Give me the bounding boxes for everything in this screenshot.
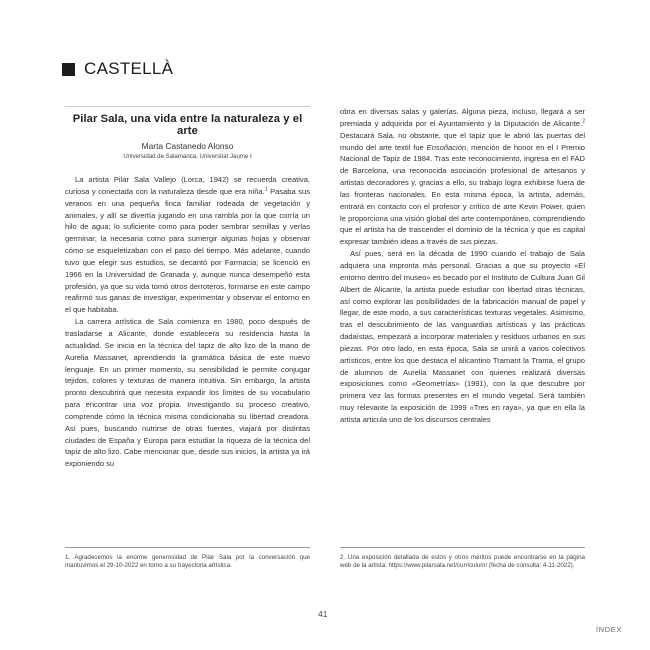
paragraph: La artista Pilar Sala Vallejo (Lorca, 1942) se recuerda creativa, curiosa y conectada con la naturaleza desde que era niña.$^1$ Pasaba sus veranos en una pequeña finca familiar rodeada de vegetación y animales, y allí se divertía jugando en una rambla por la que corría un hilo de agua; lo suficiente como para poder sembrar semillas y verlas germinar; la necesaria como para sumergir algunas hojas y observar cómo se esqueletizaban con el paso del tiempo. Más adelante, cuando tuvo que elegir sus estudios, se decantó por Farmacia; se licenció en 1966 en la Universidad de Granada y, aunque nunca desempeñó esta profesión, ya que su vida tomó otros derroteros, formarse en este campo reafirmó sus ganas de investigar, experimentar y observar el entorno en el que habitaba. — [65, 175, 310, 315]
right-column — [340, 106, 585, 426]
section-title: CASTELLÀ — [84, 59, 174, 78]
author-affiliation: Universidad de Salamanca, Universitat Jaume I — [123, 153, 252, 160]
section-header — [62, 59, 173, 79]
left-body — [65, 174, 310, 470]
footnote-ref-2[interactable]: 2 — [582, 118, 585, 125]
index-link[interactable]: ÍNDEX — [596, 625, 622, 634]
left-column — [65, 106, 310, 470]
footnote-rule-left — [65, 547, 310, 548]
footnote-2: 2. Una exposición detallada de estos y otros méritos puede encontrarse en la página web de la artista: https://www.pilarsala.net/curriculum/ (fecha de consulta: 4-11-2022). — [340, 554, 585, 570]
paragraph: obra en diversas salas y galerías. Alguna pieza, incluso, llegará a ser premiada y adquirida por el Ayuntamiento y la Diputación de Alicante.$^2$ Destacará Sala, no obstante, que el tapiz que le abrió las puertas del mundo del arte textil fue Ensoñación, mención de honor en el I Premio Nacional de Tapiz de 1984. Tras este reconocimiento, ingresa en el FAD de Barcelona, una reconocida asociación profesional de artesanos y artistas decoradores y, gracias a ello, su trabajo logra exhibirse fuera de las fronteras nacionales. En esta misma época, la artista, además, entrará en contacto con el profesor y crítico de arte Kevin Power, quien le proporciona una visión global del arte contemporáneo, comprendiendo que el artista ha de trascender el dominio de la técnica y que es capital expresar también ideas a través de sus piezas. — [340, 107, 585, 247]
article-title: Pilar Sala, una vida entre la naturaleza y el arte — [72, 113, 303, 137]
page-number: 41 — [318, 609, 328, 619]
footnote-ref-1[interactable]: 1 — [264, 186, 268, 193]
footnote-1: 1. Agradecemos la enorme generosidad de Pilar Sala por la conversación que mantuvimos el 29-10-2022 en torno a su trayectoria artística. — [65, 554, 310, 570]
paragraph: Así pues, será en la década de 1990 cuando el trabajo de Sala adquiera una impronta más personal. Gracias a que su proyecto «El entorno dentro del museo» es becado por el Instituto de Cultura Juan Gil Albert de Alicante, la artista puede estudiar con libertad otras técnicas, así como explorar las posibilidades de la fabricación manual de papel y llegar, de este modo, a sus características texturas vegetales. Asimismo, tras el descubrimiento de las vanguardias artísticas y las prácticas dadaístas, empezará a incorporar materiales y residuos urbanos en sus piezas. Por otro lado, en esta época, Sala se unirá a varios colectivos artísticos, entre los que destaca el alicantino Tramant la Trama, el grupo de alumnos de Aurelia Massanet con quienes realizará diversas exposiciones como «Geometrías» (1991), con la que descubre por primera vez las formas presentes en el mundo vegetal. Será también muy relevante la exposición de 1999 «Tres en raya», ya que en ella la artista articula uno de los discursos centrales — [340, 249, 585, 424]
footnote-rule-right — [340, 547, 585, 548]
section-square-icon — [62, 63, 75, 76]
title-rule — [65, 106, 310, 107]
article-author: Marta Castanedo Alonso — [141, 141, 234, 151]
paragraph: La carrera artística de Sala comienza en 1980, poco después de trasladarse a Alicante, donde establecera su residencia hasta la actualidad. Se inicia en la técnica del tapiz de alto lizo de la mano de Aurelia Massanet, aprendiendo la gramática básica de este nuevo lenguaje. En un primer momento, su sensibilidad le permite conjugar tejidos, colores y texturas de manera intuitiva. Sin embargo, la artista pronto descubrirá que necesita expandir los límites de su vocabulario para encontrar una voz propia. Investigando su proceso creativo, comprende cómo la técnica misma condicionaba su libertad creadora. Así pues, buscando nutrirse de otras fuentes, viajará por distintas ciudades de España y Europa para estudiar la riqueza de la técnica del tapiz de alto lizo. Cabe mencionar que, desde sus inicios, la artista ya irá exponiendo su — [65, 317, 310, 469]
